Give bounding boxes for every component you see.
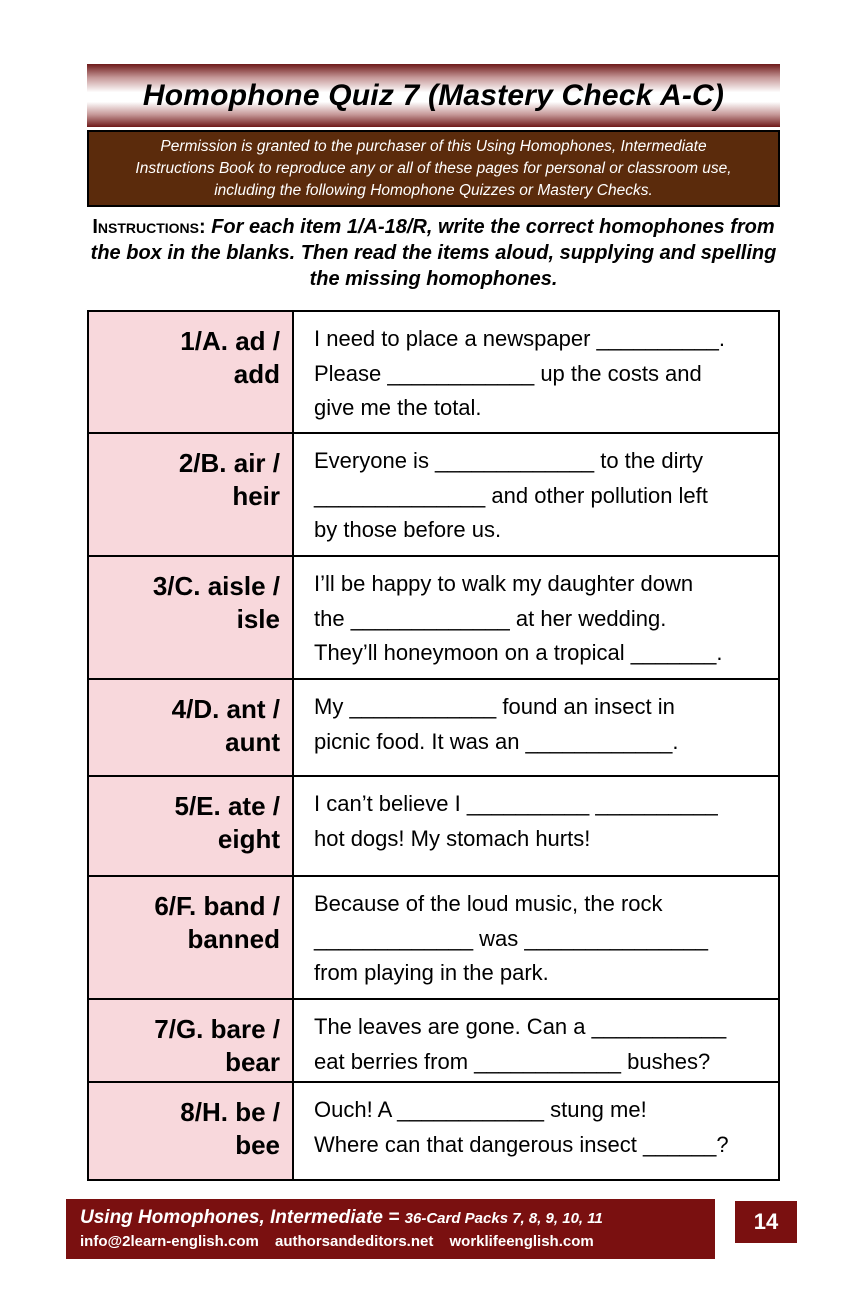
sentence-cell [293,433,779,556]
page-title: Homophone Quiz 7 (Mastery Check A-C) [142,78,725,112]
sentence-cell [293,556,779,679]
instructions [87,214,780,292]
sentence-line: Ouch! A ____________ stung me! [314,1097,647,1122]
sentence-cell [293,876,779,999]
pair-line-2: bear [225,1047,280,1077]
sentence-line: hot dogs! My stomach hurts! [314,825,591,851]
quiz-row [88,311,779,433]
footer-packs: 36-Card Packs 7, 8, 9, 10, 11 [404,1210,603,1227]
pair-line-2: isle [236,604,280,634]
permission-line: Instructions Book to reproduce any or all of these pages for personal or classroom use, [135,160,732,177]
quiz-row [88,433,779,556]
quiz-row [88,999,779,1082]
sentence-cell [293,999,779,1082]
pair-line-1: 6/F. band / [154,891,280,921]
homophone-pair [88,311,293,433]
sentence-line: the _____________ at her wedding. [314,605,667,631]
sentence-line: by those before us. [314,517,502,542]
sentence-cell [293,776,779,876]
sentence-line: Because of the loud music, the rock [314,891,663,916]
sentence-line: I need to place a newspaper __________. [314,326,725,351]
sentence-line: They’ll honeymoon on a tropical _______. [314,640,723,665]
pair-line-2: aunt [225,727,280,757]
permission-notice [87,130,780,207]
homophone-pair [88,999,293,1082]
pair-line-1: 4/D. ant / [171,694,280,724]
permission-line: Permission is granted to the purchaser of this Using Homophones, Intermediate [160,138,707,155]
pair-line-2: bee [235,1130,280,1160]
sentence-line: picnic food. It was an ____________. [314,728,679,754]
footer-links: info@2learn-english.com authorsandeditors.net worklifeenglish.com [80,1233,594,1250]
sentence-line: _____________ was _______________ [314,925,708,951]
footer-title: Using Homophones, Intermediate = [80,1207,405,1228]
homophone-pair [88,876,293,999]
sentence-line: My ____________ found an insect in [314,694,675,719]
pair-line-1: 8/H. be / [180,1097,280,1127]
sentence-cell [293,679,779,776]
pair-line-1: 5/E. ate / [174,791,280,821]
pair-line-2: add [233,359,280,389]
sentence-line: I’ll be happy to walk my daughter down [314,571,694,596]
instructions-text: For each item 1/A-18/R, write the correct homophones from the box in the blanks. Then read the items aloud, supplying and spelling the missing homophones. [90,216,777,290]
sentence-line: Everyone is _____________ to the dirty [314,448,703,473]
footer-banner [66,1199,715,1259]
quiz-row [88,679,779,776]
sentence-line: I can’t believe I __________ __________ [314,791,718,816]
pair-line-1: 1/A. ad / [180,326,280,356]
quiz-table [87,310,780,1181]
sentence-line: give me the total. [314,395,482,420]
quiz-row [88,1082,779,1180]
pair-line-1: 7/G. bare / [154,1014,280,1044]
instructions-label: Instructions: [92,216,206,238]
homophone-pair [88,433,293,556]
pair-line-1: 3/C. aisle / [152,571,280,601]
homophone-pair [88,679,293,776]
title-banner [87,64,780,127]
quiz-row [88,556,779,679]
homophone-pair [88,1082,293,1180]
sentence-cell [293,1082,779,1180]
sentence-line: ______________ and other pollution left [314,482,708,508]
quiz-row [88,876,779,999]
pair-line-2: eight [217,824,280,854]
sentence-line: Where can that dangerous insect ______? [314,1131,729,1157]
permission-line: including the following Homophone Quizzes or Mastery Checks. [214,182,653,199]
sentence-line: The leaves are gone. Can a ___________ [314,1014,727,1039]
homophone-pair [88,556,293,679]
page-number: 14 [735,1201,797,1243]
pair-line-2: banned [187,924,280,954]
footer-title-line [80,1207,603,1229]
pair-line-1: 2/B. air / [178,448,280,478]
pair-line-2: heir [232,481,280,511]
sentence-line: from playing in the park. [314,960,549,985]
quiz-row [88,776,779,876]
sentence-cell [293,311,779,433]
sentence-line: Please ____________ up the costs and [314,360,702,386]
homophone-pair [88,776,293,876]
sentence-line: eat berries from ____________ bushes? [314,1048,711,1074]
